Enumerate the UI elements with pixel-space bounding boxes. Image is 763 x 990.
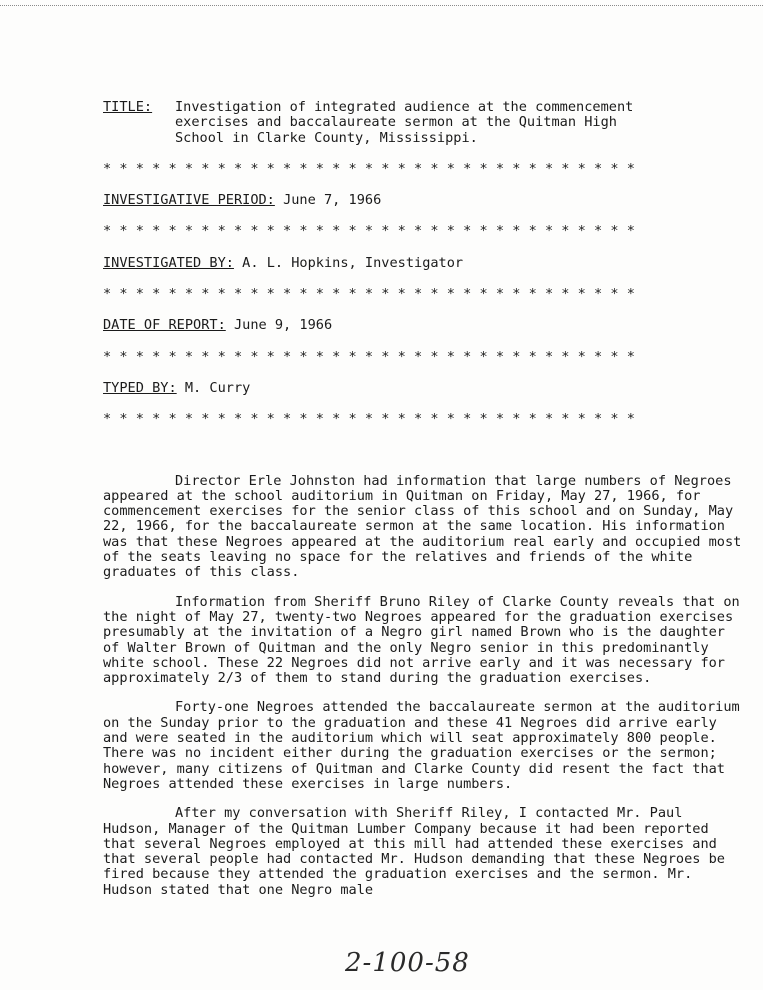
- star-divider: * * * * * * * * * * * * * * * * * * * * * * * * * * * * * * * * *: [103, 160, 635, 177]
- date-of-report-field: [103, 318, 743, 333]
- report-paragraph: Information from Sheriff Bruno Riley of Clarke County reveals that on the night of May 27, twenty-two Negroes appeared for the graduation exercises presumably at the invitation of a Negro girl named Brown who is the daughter of Walter Brown of Quitman and the only Negro senior in this predominantly white school. These 22 Negroes did not arrive early and it was necessary for approximately 2/3 of them to stand during the graduation exercises.: [103, 593, 740, 687]
- handwritten-page-number: 2-100-58: [345, 948, 470, 978]
- investigative-period-field: [103, 193, 743, 208]
- date-of-report-value: June 9, 1966: [233, 317, 333, 334]
- typed-by-label: TYPED BY:: [103, 379, 177, 396]
- report-body: [103, 474, 743, 898]
- typed-by-field: [103, 381, 743, 396]
- report-paragraph: Director Erle Johnston had information that large numbers of Negroes appeared at the school auditorium in Quitman on Friday, May 27, 1966, for commencement exercises for the senior class of this school and on Sunday, May 22, 1966, for the baccalaureate sermon at the same location. His information was that these Negroes appeared at the auditorium real early and occupied most of the seats leaving no space for the relatives and friends of the white graduates of this class.: [103, 472, 742, 581]
- star-divider: * * * * * * * * * * * * * * * * * * * * * * * * * * * * * * * * *: [103, 411, 635, 428]
- investigative-period-label: INVESTIGATIVE PERIOD:: [103, 192, 275, 209]
- star-divider: * * * * * * * * * * * * * * * * * * * * * * * * * * * * * * * * *: [103, 348, 635, 365]
- document-page: [103, 100, 743, 912]
- investigated-by-field: [103, 256, 743, 271]
- report-paragraph: Forty-one Negroes attended the baccalaureate sermon at the auditorium on the Sunday prior to the graduation and these 41 Negroes did arrive early and were seated in the auditorium which will seat approximately 800 people. There was no incident either during the graduation exercises or the sermon; however, many citizens of Quitman and Clarke County did resent the fact that Negroes attended these exercises in large numbers.: [103, 699, 740, 792]
- scan-top-rule: [0, 5, 763, 6]
- investigated-by-value: A. L. Hopkins, Investigator: [242, 254, 464, 271]
- star-divider: * * * * * * * * * * * * * * * * * * * * * * * * * * * * * * * * *: [103, 286, 635, 303]
- report-paragraph: After my conversation with Sheriff Riley, I contacted Mr. Paul Hudson, Manager of the Quitman Lumber Company because it had been reported that several Negroes employed at this mill had attended these exercises and that several people had contacted Mr. Hudson demanding that these Negroes be fired because they attended the graduation exercises and the sermon. Mr. Hudson stated that one Negro male: [103, 805, 725, 898]
- title-label: TITLE:: [103, 99, 153, 115]
- investigative-period-value: June 7, 1966: [283, 192, 382, 209]
- title-block: [103, 100, 743, 146]
- title-text: Investigation of integrated audience at the commencement exercises and baccalaureate sermon at the Quitman High School in Clarke County, Mississippi.: [175, 99, 634, 146]
- star-divider: * * * * * * * * * * * * * * * * * * * * * * * * * * * * * * * * *: [103, 223, 635, 240]
- investigated-by-label: INVESTIGATED BY:: [103, 254, 234, 271]
- typed-by-value: M. Curry: [184, 379, 251, 396]
- date-of-report-label: DATE OF REPORT:: [103, 317, 226, 334]
